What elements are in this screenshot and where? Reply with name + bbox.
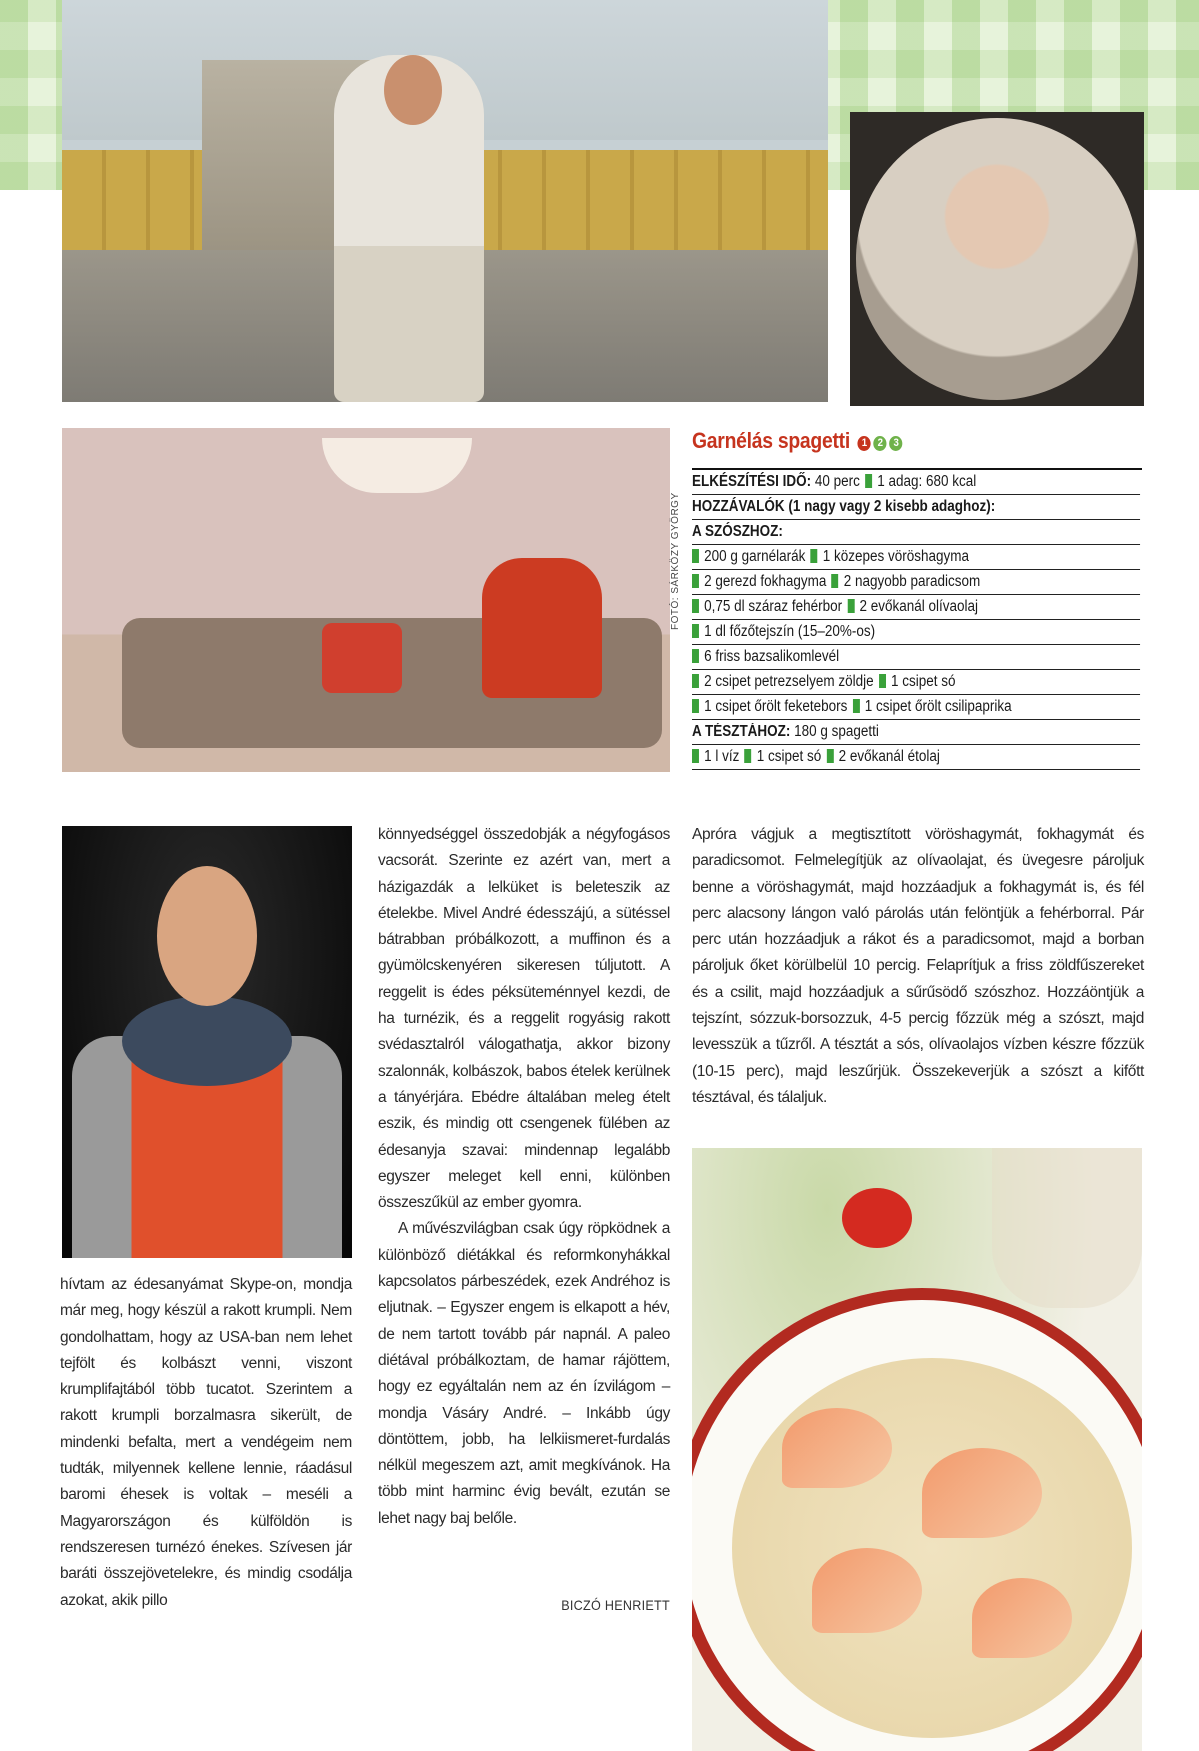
recipe-instructions bbox=[692, 822, 1144, 1111]
ingredient: 2 nagyobb paradicsom bbox=[843, 573, 981, 590]
photo-studio-portrait bbox=[62, 826, 352, 1258]
photo-studio-face bbox=[157, 866, 257, 1006]
ingredient: 1 közepes vöröshagyma bbox=[822, 548, 969, 565]
author-byline: BICZÓ HENRIETT bbox=[561, 1597, 670, 1613]
ingredient-line bbox=[692, 595, 1140, 620]
ingredient: 1 csipet őrölt feketebors bbox=[704, 698, 848, 715]
ingredient-line bbox=[692, 645, 1140, 670]
sauce-label: A SZÓSZHOZ: bbox=[692, 523, 783, 540]
ingredient: 200 g garnélarák bbox=[704, 548, 806, 565]
bullet-icon bbox=[692, 574, 699, 588]
photo-shrimp bbox=[782, 1408, 892, 1488]
ingredient-line bbox=[692, 745, 1140, 770]
ingredient: 2 csipet petrezselyem zöldje bbox=[704, 673, 874, 690]
photo-tomato bbox=[842, 1188, 912, 1248]
bullet-icon bbox=[879, 674, 886, 688]
bullet-icon bbox=[832, 574, 839, 588]
instructions-paragraph: Apróra vágjuk a megtisztított vöröshagymát, fokhagymát és paradicsomot. Felmelegítjük az olívaolajat, és üvegesre pároljuk benne a vöröshagymát, majd hozzáadjuk a fokhagymát is, és fél perc alacsony lángon való párolás után felöntjük a fehérborral. Pár perc után hozzáadjuk a rákot és a paradicsomot, majd a borban pároljuk őket körülbelül 10 percig. Felaprítjuk a friss zöldfűszereket és a csilit, majd hozzáadjuk a sűrűsödő szószhoz. Hozzáöntjük a tejszínt, sózzuk-borsozzuk, 4-5 percig főzzük még a szószt, majd levesszük a tűzről. A tésztát a sós, olívaolajos vízben készre főzzük (10-15 perc), majd leszűrjük. Összekeverjük a szószt a kifőtt tésztával, és tálaljuk. bbox=[692, 826, 1144, 1106]
photo-living-room bbox=[62, 428, 670, 772]
ingredient: 1 l víz bbox=[704, 748, 740, 765]
recipe-title bbox=[692, 428, 1088, 454]
bullet-icon bbox=[847, 599, 854, 613]
article-paragraph: hívtam az édesanyámat Skype-on, mondja már meg, hogy készül a rakott krumpli. Nem gondolhattam, hogy az USA-ban nem lehet tejfölt és kolbászt venni, viszont krumplifajtából több tucatot. Szerintem a rakott krumpli borzalmasra sikerült, de mindenki befalta, mert a vendégeim nem tudták, milyennek kellene lennie, ráadásul baromi éhesek is voltak – meséli a Magyarországon és külföldön is rendszeresen turnézó énekes. Szívesen jár baráti összejövetelekre, és mindig csodálja azokat, akik pillo bbox=[60, 1276, 352, 1609]
ingredient-line bbox=[692, 570, 1140, 595]
ingredient-line bbox=[692, 620, 1140, 645]
photo-round-portrait bbox=[850, 112, 1144, 406]
photo-pasta bbox=[732, 1358, 1132, 1738]
article-paragraph: A művészvilágban csak úgy röpködnek a különböző diétákkal és reformkonyhákkal kapcsolatos párbeszédek, ezek Andréhoz is eljutnak. – Egyszer engem is elkapott a hév, de nem tartott tovább pár napnál. A paleo diétával próbálkoztam, de hamar rájöttem, hogy ez egyáltalán nem az én ízvilágom – mondja Vásáry André. – Inkább úgy döntöttem, jobb, ha lelkiismeret-furdalás nélkül megeszem azt, amit megkívánok. Ha több mint harminc évig bevált, ezután se lehet nagy baj belőle. bbox=[378, 1220, 670, 1527]
bullet-icon bbox=[692, 749, 699, 763]
ingredient: 6 friss bazsalikomlevél bbox=[704, 648, 840, 665]
difficulty-1: 1 bbox=[858, 436, 871, 451]
photo-credit: FOTÓ: SÁRKÖZY GYÖRGY bbox=[670, 492, 681, 630]
bullet-icon bbox=[811, 549, 818, 563]
photo-lamp bbox=[322, 438, 472, 493]
bullet-icon bbox=[692, 699, 699, 713]
photo-lisbon-square bbox=[62, 0, 828, 402]
ingredient: 2 evőkanál étolaj bbox=[838, 748, 940, 765]
photo-portrait-circle bbox=[856, 118, 1138, 400]
ingredient: 2 gerezd fokhagyma bbox=[704, 573, 827, 590]
recipe-box bbox=[692, 428, 1142, 770]
bullet-icon bbox=[692, 674, 699, 688]
ingredient: 1 csipet só bbox=[890, 673, 956, 690]
difficulty-2: 2 bbox=[874, 436, 887, 451]
photo-person-head bbox=[384, 55, 442, 125]
ingredient: 0,75 dl száraz fehérbor bbox=[704, 598, 843, 615]
ingredient: 1 csipet só bbox=[756, 748, 822, 765]
recipe-title-text: Garnélás spagetti bbox=[692, 428, 850, 453]
ingredient-line bbox=[692, 695, 1140, 720]
bullet-icon bbox=[692, 599, 699, 613]
recipe-prep-line bbox=[692, 470, 1140, 495]
ingredient-line bbox=[692, 670, 1140, 695]
bullet-icon bbox=[692, 549, 699, 563]
bullet-icon bbox=[853, 699, 860, 713]
article-paragraph: könnyedséggel összedobják a négyfogásos vacsorát. Szerinte ez azért van, mert a házigazdák a lelküket is beleteszik az ételekbe. Mivel André édesszájú, a sütéssel bátrabban próbálkozott, a muffinon és a gyümölcskenyéren sikeresen túljutott. A reggelit is édes péksüteménnyel kezdi, de ha turnézik, és a reggelit rogyásig rakott svédasztalról válogathatja, akkor bizony szalonnák, kolbászok, babos ételek kerülnek a tányérjára. Ebédre általában meleg ételt eszik, és mindig ott csengenek fülében az édesanyja szavai: mindennap legalább egyszer meleget kell enni, különben összeszűkül az ember gyomra. bbox=[378, 826, 670, 1212]
photo-man-on-sofa bbox=[482, 558, 602, 698]
photo-shrimp bbox=[922, 1448, 1042, 1538]
difficulty-3: 3 bbox=[889, 436, 902, 451]
ingredient: 180 g spagetti bbox=[794, 723, 879, 740]
bullet-icon bbox=[865, 474, 872, 488]
recipe-sauce-label bbox=[692, 520, 1140, 545]
prep-label: ELKÉSZÍTÉSI IDŐ: bbox=[692, 473, 812, 490]
photo-studio-scarf bbox=[122, 996, 292, 1086]
ingredients-label: HOZZÁVALÓK (1 nagy vagy 2 kisebb adaghoz): bbox=[692, 498, 996, 515]
photo-shrimp bbox=[972, 1578, 1072, 1658]
recipe-pasta-label-line bbox=[692, 720, 1140, 745]
pasta-label: A TÉSZTÁHOZ: bbox=[692, 723, 791, 740]
photo-shrimp-spaghetti bbox=[692, 1148, 1142, 1751]
ingredient: 1 csipet őrölt csilipaprika bbox=[864, 698, 1012, 715]
recipe-ingredients-label bbox=[692, 495, 1140, 520]
photo-wine-glass bbox=[992, 1148, 1142, 1308]
portion-value: 1 adag: 680 kcal bbox=[877, 473, 977, 490]
bullet-icon bbox=[826, 749, 833, 763]
article-column-left bbox=[60, 1272, 352, 1614]
article-column-middle bbox=[378, 822, 670, 1532]
photo-shrimp bbox=[812, 1548, 922, 1633]
ingredient: 2 evőkanál olívaolaj bbox=[859, 598, 978, 615]
photo-pillow bbox=[322, 623, 402, 693]
ingredient: 1 dl főzőtejszín (15–20%-os) bbox=[704, 623, 876, 640]
ingredient-line bbox=[692, 545, 1140, 570]
bullet-icon bbox=[692, 624, 699, 638]
prep-value: 40 perc bbox=[814, 473, 860, 490]
bullet-icon bbox=[692, 649, 699, 663]
bullet-icon bbox=[745, 749, 752, 763]
